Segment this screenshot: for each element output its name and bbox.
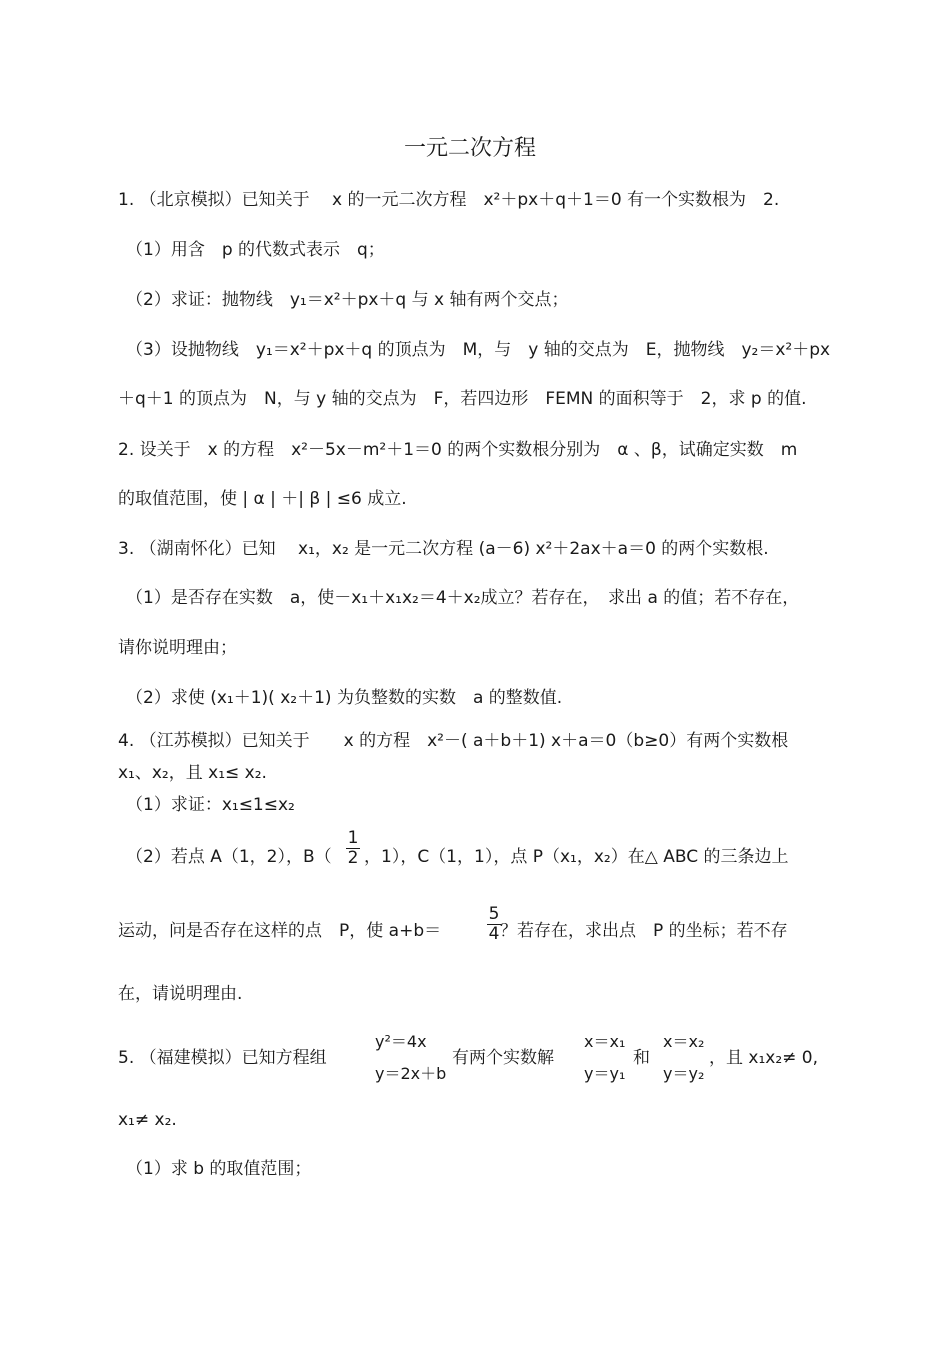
equation-line-1: y²＝4x (375, 1032, 427, 1051)
problem-4-cont: x₁、x₂，且 x₁≤ x₂. (118, 763, 267, 783)
problem-4-part-2-cont-pre: 运动，问是否存在这样的点 P，使 a+b＝ (118, 921, 442, 941)
problem-5-mid: 有两个实数解 (452, 1048, 554, 1068)
problem-2-cont: 的取值范围，使 | α | ＋| β | ≤6 成立. (118, 489, 407, 509)
problem-1: 1. （北京模拟）已知关于 x 的一元二次方程 x²＋px＋q＋1＝0 有一个实数根为 2. (118, 190, 780, 210)
problem-5-post: ，且 x₁x₂≠ 0, (709, 1048, 819, 1068)
problem-4-part-2-cont-post: ？若存在，求出点 P 的坐标；若不存 (500, 921, 788, 941)
fraction-numerator: 1 (347, 828, 359, 848)
solution-2-x: x＝x₂ (663, 1032, 705, 1051)
problem-5-and: 和 (633, 1048, 650, 1068)
problem-4-part-2-post: ，1），C（1，1），点 P（x₁，x₂）在△ ABC 的三条边上 (364, 847, 789, 867)
solution-1-y: y＝y₁ (584, 1064, 626, 1083)
fraction-denominator: 2 (347, 848, 359, 868)
solution-2 (663, 1032, 704, 1084)
problem-4-part-1: （1）求证：x₁≤1≤x₂ (126, 795, 295, 815)
solution-2-y: y＝y₂ (663, 1064, 705, 1083)
problem-1-part-1: （1）用含 p 的代数式表示 q； (126, 240, 385, 260)
fraction-one-half (343, 829, 363, 867)
problem-3-part-1: （1）是否存在实数 a，使－x₁＋x₁x₂＝4＋x₂成立？若存在， 求出 a 的值；若不存在， (126, 588, 800, 608)
solution-1-x: x＝x₁ (584, 1032, 626, 1051)
problem-5-pre: 5. （福建模拟）已知方程组 (118, 1048, 327, 1068)
problem-1-part-3: （3）设抛物线 y₁＝x²＋px＋q 的顶点为 M，与 y 轴的交点为 E，抛物线 y₂＝x²＋px (126, 340, 831, 360)
page-title: 一元二次方程 (403, 136, 536, 161)
problem-3-part-2: （2）求使 (x₁＋1)( x₂＋1) 为负整数的实数 a 的整数值. (126, 688, 563, 708)
equation-line-2: y＝2x＋b (375, 1064, 447, 1083)
problem-5-part-1: （1）求 b 的取值范围； (126, 1159, 312, 1179)
fraction-numerator: 5 (488, 904, 500, 924)
fraction-denominator: 4 (488, 924, 500, 944)
equation-system (375, 1032, 446, 1084)
problem-4-part-2-pre: （2）若点 A（1，2），B（ (126, 847, 332, 867)
problem-5-cont: x₁≠ x₂. (118, 1110, 177, 1130)
problem-1-part-2: （2）求证：抛物线 y₁＝x²＋px＋q 与 x 轴有两个交点； (126, 290, 569, 310)
problem-4-part-2-end: 在，请说明理由. (118, 984, 243, 1004)
problem-1-part-3-cont: ＋q＋1 的顶点为 N，与 y 轴的交点为 F，若四边形 FEMN 的面积等于 2，求 p 的值. (118, 389, 807, 409)
problem-3-part-1-cont: 请你说明理由； (118, 638, 237, 658)
problem-4: 4. （江苏模拟）已知关于 x 的方程 x²－( a＋b＋1) x＋a＝0（b≥0）有两个实数根 (118, 731, 789, 751)
problem-3: 3. （湖南怀化）已知 x₁，x₂ 是一元二次方程 (a－6) x²＋2ax＋a＝0 的两个实数根. (118, 539, 769, 559)
solution-1 (584, 1032, 625, 1084)
problem-2: 2. 设关于 x 的方程 x²－5x－m²＋1＝0 的两个实数根分别为 α 、β，试确定实数 m (118, 440, 798, 460)
